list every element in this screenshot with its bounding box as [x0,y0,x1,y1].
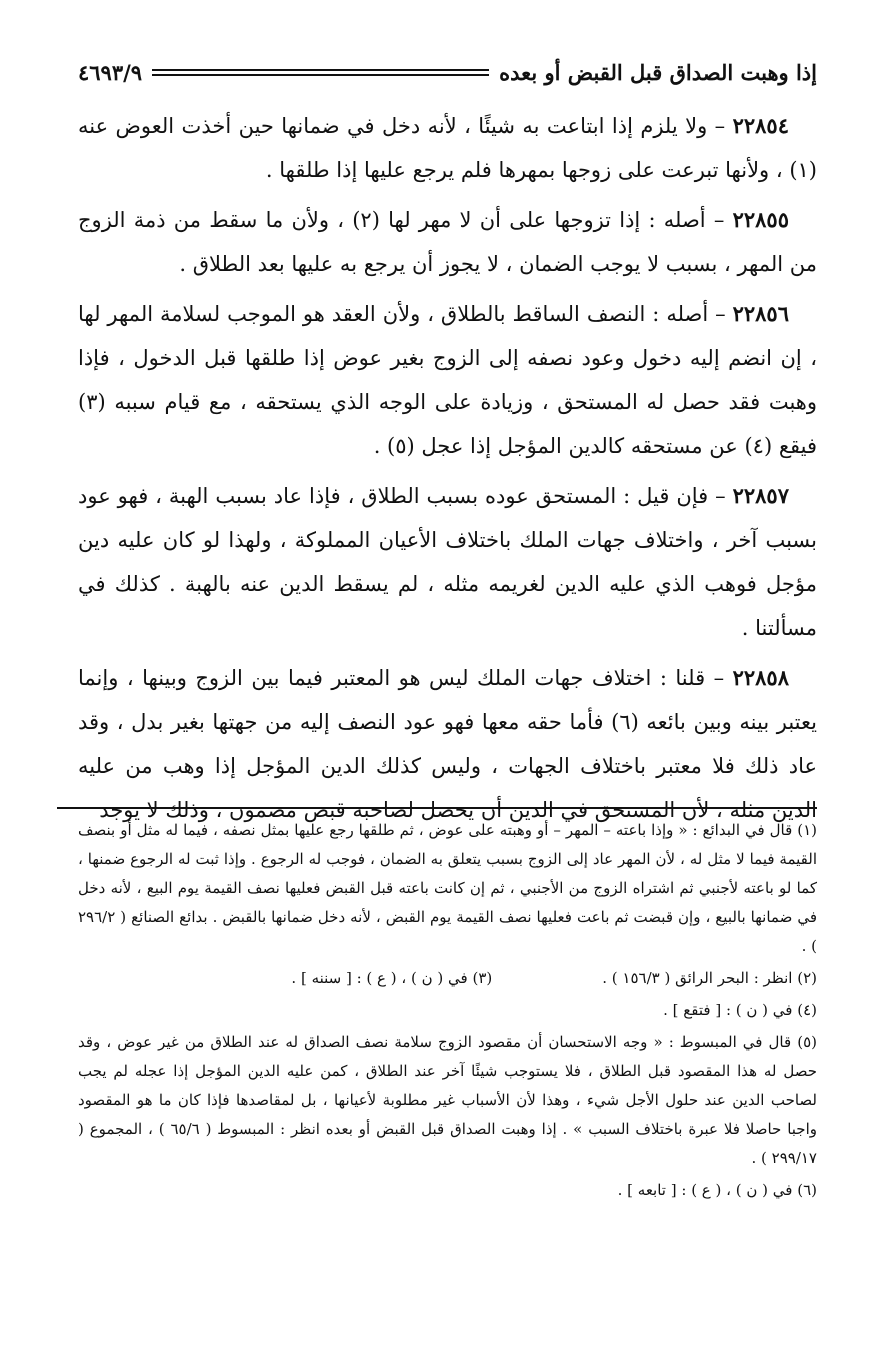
paragraph [78,198,817,286]
page-reference: ٤٦٩٣/٩ [78,59,143,85]
paragraph-text: – فإن قيل : المستحق عوده بسبب الطلاق ، فإذا عاد بسبب الهبة ، فهو عود بسبب آخر ، واختلاف جهات الملك باختلاف الأعيان المملوكة ، ولهذا لو كان عليه دين مؤجل فوهب الذي عليه الدين لغريمه مثله ، لم يسقط الدين عنه بالهبة . كذلك في مسألتنا . [78,484,817,640]
footnote: (٥) قال في المبسوط : « وجه الاستحسان أن مقصود الزوج سلامة نصف الصداق له عند الطلاق من غير عوض ، وقد حصل له هذا المقصود قبل الطلاق ، فلا يستوجب شيئًا آخر عند الطلاق ، كمن عليه الدين المؤجل إذا عجله لم يجب لصاحب الدين عند حلول الأجل شيء ، وهذا لأن الأسباب غير مطلوبة لأعيانها ، بل لمقاصدها فإذا كان ما هو المقصود واجبا حاصلا فلا عبرة باختلاف السبب » . إذا وهبت الصداق قبل القبض أو بعده انظر : المبسوط ( ٦٥/٦ ) ، المجموع ( ٢٩٩/١٧ ) . [78,1033,817,1167]
paragraph [78,292,817,468]
footnote: (١) قال في البدائع : « وإذا باعته – المهر – أو وهبته على عوض ، ثم طلقها رجع عليها بمثل نصفه ، فيما له مثل أو بنصف القيمة فيما لا مثل له ، لأن المهر عاد إلى الزوج بسبب يتعلق به الضمان ، فوجب له الرجوع . وإذا ثبت له الرجوع ضمنها ، كما لو باعته لأجنبي ثم اشتراه الزوج من الأجنبي ، ثم إن كانت باعته قبل القبض فعليها نصف القيمة يوم البيع ، لأنه دخل في ضمانها بالبيع ، وإن قبضت ثم باعت فعليها نصف القيمة يوم القبض ، لأنه دخل ضمانها بالقبض . بدائع الصنائع ( ٢٩٦/٢ ) . [78,821,817,955]
footnotes [78,816,817,1208]
header-rule [152,69,489,76]
paragraph-number: ٢٢٨٥٧ [732,483,789,508]
running-header [78,52,817,92]
paragraph [78,474,817,650]
paragraph-number: ٢٢٨٥٥ [732,207,789,232]
paragraph-text: – ولا يلزم إذا ابتاعت به شيئًا ، لأنه دخل في ضمانها حين أخذت العوض عنه (١) ، ولأنها تبرعت على زوجها بمهرها فلم يرجع عليها إذا طلقها . [78,114,817,182]
footnote-row [78,964,817,993]
paragraph-text: – قلنا : اختلاف جهات الملك ليس هو المعتبر فيما بين الزوج وبينها ، وإنما يعتبر بينه وبين بائعه (٦) فأما حقه معها فهو عود النصف إليه من جهتها بغير بدل ، وقد عاد ذلك فلا معتبر باختلاف الجهات ، وليس كذلك الدين المؤجل إذا وهب من عليه الدين مثله ، لأن المستحق في الدين أن يحصل لصاحبه قبض مضمون ، وذلك لا يوجد [78,666,817,822]
paragraph-text: – أصله : النصف الساقط بالطلاق ، ولأن العقد هو الموجب لسلامة المهر لها ، إن انضم إليه دخول وعود نصفه إلى الزوج بغير عوض إذا طلقها قبل الدخول ، فإذا وهبت فقد حصل له المستحق ، وزيادة على الوجه الذي يستحقه ، مع قيام سببه (٣) فيقع (٤) عن مستحقه كالدين المؤجل إذا عجل (٥) . [78,302,817,458]
footnote: (٣) في ( ن ) ، ( ع ) : [ سننه ] . [291,969,493,987]
footnote: (٤) في ( ن ) : [ فتقع ] . [663,1001,817,1019]
paragraph-number: ٢٢٨٥٤ [732,113,789,138]
paragraph-text: – أصله : إذا تزوجها على أن لا مهر لها (٢) ، ولأن ما سقط من ذمة الزوج من المهر ، بسبب لا يوجب الضمان ، لا يجوز أن يرجع به عليها بعد الطلاق . [78,208,817,276]
paragraph [78,656,817,832]
paragraph [78,104,817,192]
main-text [78,104,817,838]
paragraph-number: ٢٢٨٥٦ [732,301,789,326]
footnote: (٢) انظر : البحر الرائق ( ١٥٦/٣ ) . [602,969,817,987]
paragraph-number: ٢٢٨٥٨ [732,665,789,690]
header-title: إذا وهبت الصداق قبل القبض أو بعده [499,59,817,85]
footnote-separator [57,807,817,809]
footnote: (٦) في ( ن ) ، ( ع ) : [ تابعه ] . [617,1181,817,1199]
